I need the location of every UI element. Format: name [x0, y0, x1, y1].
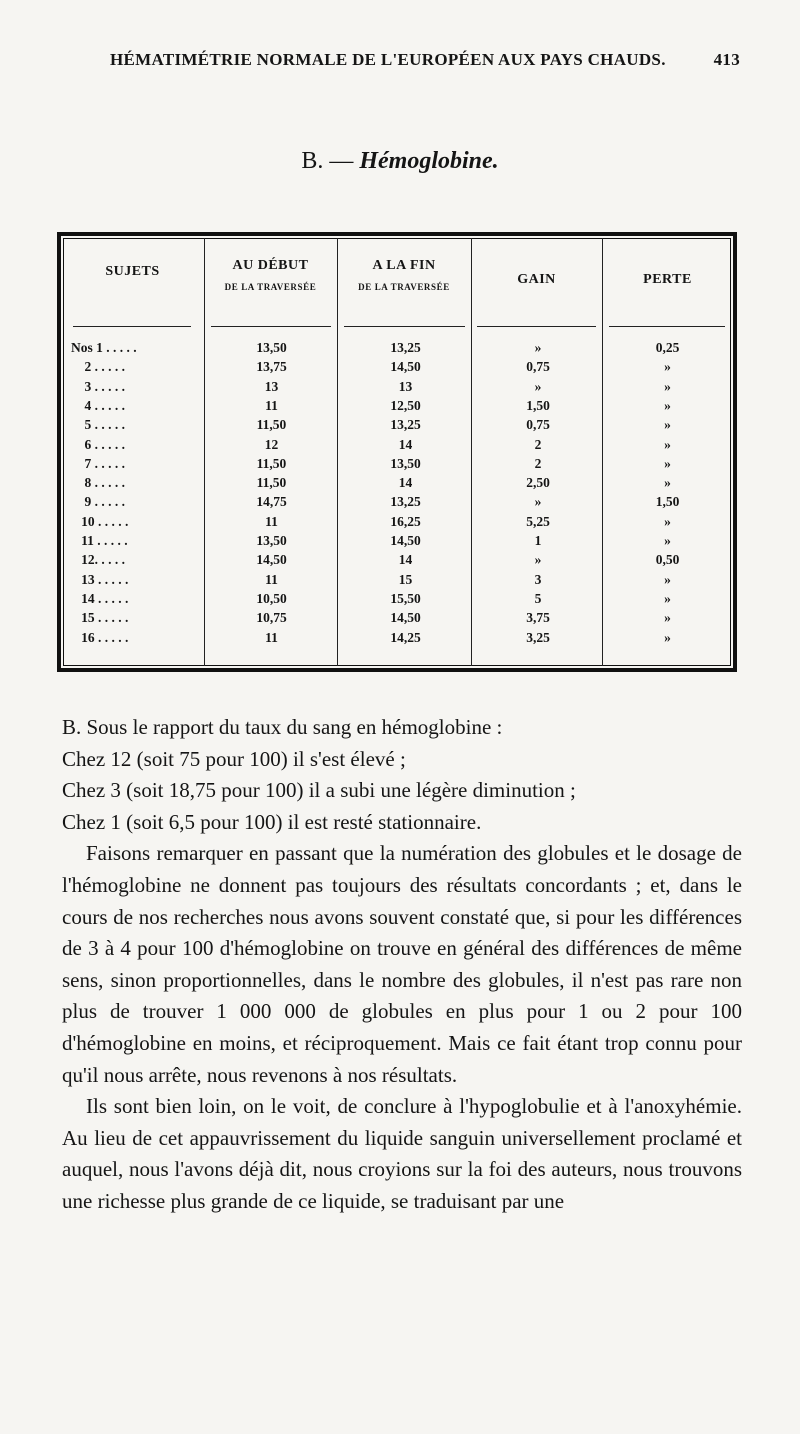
start-value-cell: 11,50 — [256, 475, 287, 491]
body-text — [62, 712, 742, 1218]
subject-cell: 15 . . . . . — [71, 610, 129, 626]
end-value-cell: 14 — [398, 436, 413, 452]
header-underline — [477, 326, 596, 327]
start-value-cell: 11,50 — [256, 455, 287, 471]
subject-cell: 5 . . . . . — [71, 417, 125, 433]
start-value-cell: 13,50 — [256, 340, 287, 355]
subject-cell: 8 . . . . . — [71, 475, 125, 491]
start-value-cell: 12 — [264, 436, 279, 452]
header-underline — [609, 326, 725, 327]
end-value-cell: 13,25 — [390, 417, 421, 433]
table-row — [61, 610, 733, 627]
table-row — [61, 475, 733, 492]
table-row — [61, 533, 733, 550]
header-underline — [73, 326, 191, 327]
end-value-cell: 14,50 — [390, 359, 421, 375]
gain-cell: 5,25 — [526, 513, 550, 529]
start-value-cell: 11 — [265, 571, 278, 587]
table-row — [61, 417, 733, 434]
column-header-fin — [337, 258, 471, 292]
subject-cell: 6 . . . . . — [71, 436, 125, 452]
subject-cell: 12. . . . . — [71, 552, 125, 568]
subject-cell: 4 . . . . . — [71, 397, 125, 413]
hemoglobin-table — [57, 232, 737, 672]
table-row — [61, 591, 733, 608]
gain-cell: 2 — [534, 436, 542, 452]
end-value-cell: 12,50 — [390, 397, 421, 413]
loss-cell: » — [664, 533, 671, 548]
loss-cell: » — [664, 513, 671, 529]
table-row — [61, 630, 733, 647]
subject-cell: 11 . . . . . — [71, 533, 128, 548]
table-row — [61, 437, 733, 454]
column-header-title: SUJETS — [105, 264, 160, 279]
subject-cell: 7 . . . . . — [71, 455, 125, 471]
loss-cell: » — [664, 629, 671, 645]
start-value-cell: 13,75 — [256, 359, 287, 375]
table-row — [61, 552, 733, 569]
section-heading — [0, 148, 800, 175]
page-header — [110, 50, 740, 70]
loss-cell: » — [664, 359, 671, 375]
end-value-cell: 15 — [398, 571, 413, 587]
gain-cell: 0,75 — [526, 359, 550, 375]
subject-cell: 2 . . . . . — [71, 359, 125, 375]
column-header-subtitle: DE LA TRAVERSÉE — [224, 282, 317, 292]
table-row — [61, 514, 733, 531]
gain-cell: » — [534, 494, 542, 510]
loss-cell: » — [664, 475, 671, 491]
gain-cell: 3,75 — [526, 610, 550, 626]
loss-cell: » — [664, 436, 671, 452]
end-value-cell: 13,25 — [390, 340, 421, 355]
page-number: 413 — [713, 50, 740, 69]
subject-cell: 10 . . . . . — [71, 513, 129, 529]
paragraph: Chez 12 (soit 75 pour 100) il s'est élevé ; — [62, 746, 406, 771]
loss-cell: 0,25 — [655, 340, 680, 355]
loss-cell: » — [664, 610, 671, 626]
header-underline — [211, 326, 331, 327]
subject-cell: Nos 1 . . . . . — [71, 340, 137, 355]
paragraph: B. Sous le rapport du taux du sang en hémoglobine : — [62, 715, 503, 739]
subject-cell: 16 . . . . . — [71, 629, 129, 645]
gain-cell: 3 — [534, 571, 542, 587]
end-value-cell: 14,50 — [390, 610, 421, 626]
end-value-cell: 14 — [398, 552, 413, 568]
header-underline — [344, 326, 465, 327]
gain-cell: 3,25 — [526, 629, 550, 645]
subject-cell: 3 . . . . . — [71, 378, 125, 394]
subject-cell: 14 . . . . . — [71, 590, 129, 606]
gain-cell: 1 — [534, 533, 542, 548]
column-header-debut — [204, 258, 337, 292]
paragraph: Chez 1 (soit 6,5 pour 100) il est resté stationnaire. — [62, 809, 482, 834]
table-row — [61, 398, 733, 415]
start-value-cell: 14,50 — [256, 552, 287, 568]
start-value-cell: 11 — [265, 629, 278, 645]
column-header-title: A LA FIN — [372, 258, 436, 273]
loss-cell: » — [664, 590, 671, 606]
column-header-perte — [602, 272, 733, 288]
end-value-cell: 13,50 — [390, 455, 421, 471]
paragraph: Ils sont bien loin, on le voit, de conclure à l'hypoglobulie et à l'anoxyhémie. Au lieu de cet appauvrissement du liquide sanguin universellement proclamé et auquel, nous l'avons déjà dit, nous croyions sur la foi des auteurs, nous trouvons une richesse plus grande de ce liquide, se traduisant par une — [62, 1094, 742, 1213]
table-row — [61, 494, 733, 511]
start-value-cell: 14,75 — [256, 494, 287, 510]
start-value-cell: 11,50 — [256, 417, 287, 433]
loss-cell: » — [664, 571, 671, 587]
start-value-cell: 13 — [264, 378, 279, 394]
gain-cell: 0,75 — [526, 417, 550, 433]
table-row — [61, 379, 733, 396]
loss-cell: » — [664, 417, 671, 433]
table-row — [61, 359, 733, 376]
loss-cell: » — [664, 397, 671, 413]
end-value-cell: 14 — [398, 475, 413, 491]
gain-cell: 5 — [534, 590, 542, 606]
column-header-title: GAIN — [517, 272, 556, 287]
gain-cell: » — [534, 552, 542, 568]
end-value-cell: 14,50 — [390, 533, 421, 548]
gain-cell: 2 — [534, 455, 542, 471]
end-value-cell: 13 — [398, 378, 413, 394]
gain-cell: » — [534, 378, 542, 394]
paragraph: Faisons remarquer en passant que la numération des globules et le dosage de l'hémoglobine ne donnent pas toujours des résultats concordants ; et, dans le cours de nos recherches nous avons souvent constaté que, si pour les différences de 3 à 4 pour 100 d'hémoglobine on trouve en général des différences de même sens, sinon proportionnelles, dans le nombre des globules, il n'est pas rare non plus de trouver 1 000 000 de globules en plus pour 1 ou 2 pour 100 d'hémoglobine en moins, et réciproquement. Mais ce fait étant trop connu pour qu'il nous arrête, nous revenons à nos résultats. — [62, 841, 742, 1087]
end-value-cell: 16,25 — [390, 513, 421, 529]
column-header-gain — [471, 272, 602, 288]
start-value-cell: 13,50 — [256, 533, 287, 548]
end-value-cell: 15,50 — [390, 590, 421, 606]
table-row — [61, 456, 733, 473]
gain-cell: » — [534, 340, 542, 355]
loss-cell: » — [664, 455, 671, 471]
column-header-title: PERTE — [643, 272, 692, 287]
column-header-subtitle: DE LA TRAVERSÉE — [358, 282, 450, 292]
loss-cell: 1,50 — [655, 494, 680, 510]
start-value-cell: 10,75 — [256, 610, 287, 626]
table-row — [61, 572, 733, 589]
running-title: HÉMATIMÉTRIE NORMALE DE L'EUROPÉEN AUX PAYS CHAUDS. — [110, 50, 666, 69]
loss-cell: 0,50 — [655, 552, 680, 568]
table-row — [61, 340, 733, 357]
subject-cell: 9 . . . . . — [71, 494, 125, 510]
paragraph: Chez 3 (soit 18,75 pour 100) il a subi une légère diminution ; — [62, 778, 576, 803]
section-title: Hémoglobine. — [359, 148, 499, 174]
start-value-cell: 10,50 — [256, 590, 287, 606]
gain-cell: 2,50 — [526, 475, 550, 491]
column-header-title: AU DÉBUT — [232, 258, 309, 273]
section-prefix: B. — — [301, 148, 354, 174]
start-value-cell: 11 — [265, 513, 278, 529]
gain-cell: 1,50 — [526, 397, 550, 413]
end-value-cell: 13,25 — [390, 494, 421, 510]
subject-cell: 13 . . . . . — [71, 571, 129, 587]
end-value-cell: 14,25 — [390, 629, 421, 645]
column-header-sujets — [61, 264, 204, 280]
loss-cell: » — [664, 378, 671, 394]
start-value-cell: 11 — [265, 397, 278, 413]
